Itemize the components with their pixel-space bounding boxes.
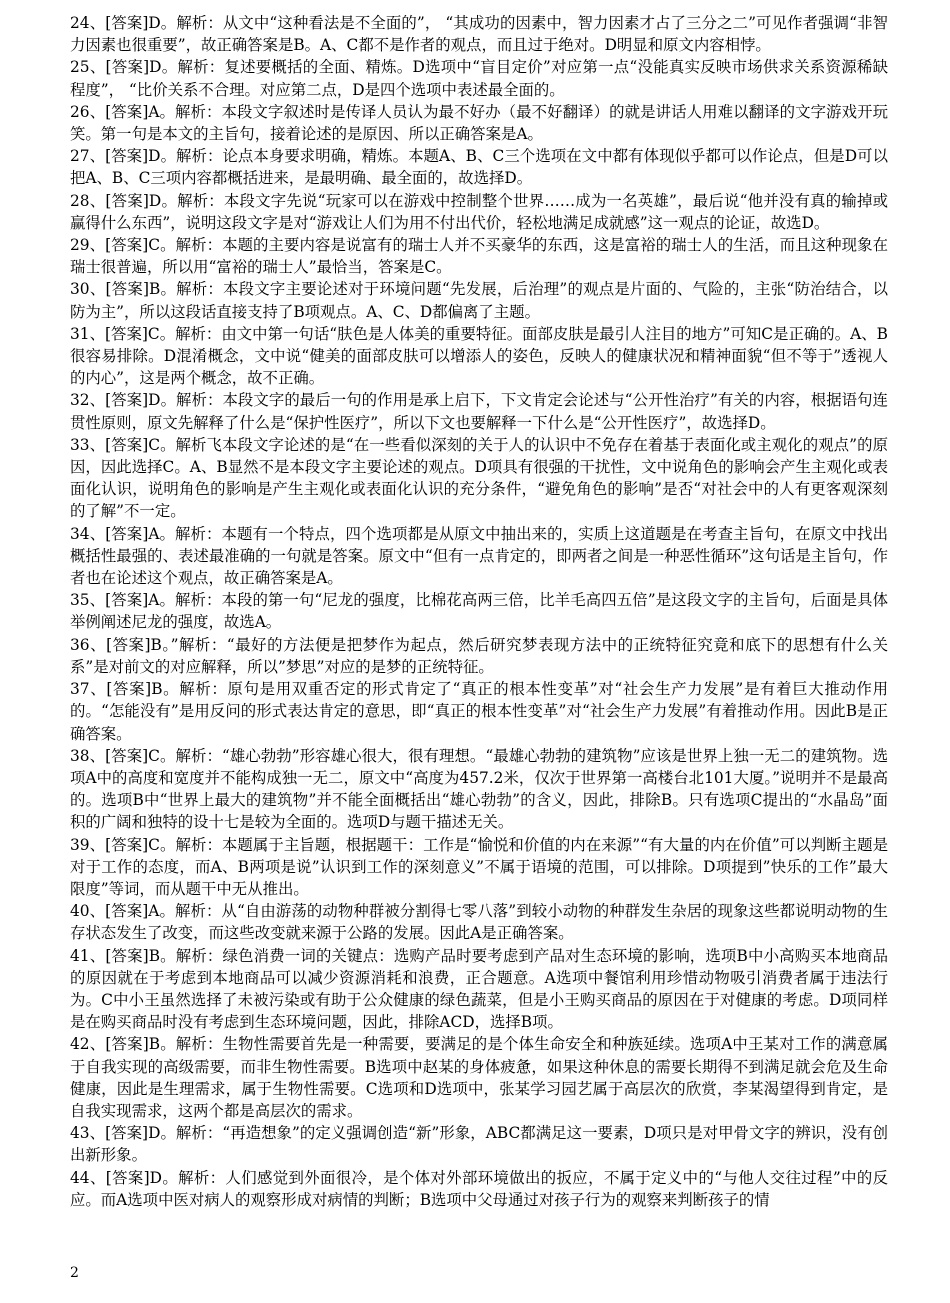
answer-entry-40: 40、[答案]A。解析：从“自由游荡的动物种群被分割得七零八落”到较小动物的种群发生杂居的现象这些都说明动物的生存状态发生了改变，而这些改变就来源于公路的发展。因此A是正确答案。 [70, 902, 888, 943]
answer-entry-44: 44、[答案]D。解析：人们感觉到外面很冷，是个体对外部环境做出的扳应，不属于定义中的“与他人交往过程”中的反应。而A选项中医对病人的观察形成对病情的判断；B选项中父母通过对孩子行为的观察来判断孩子的情 [70, 1168, 888, 1209]
document-page [70, 12, 888, 1211]
answer-entry-26: 26、[答案]A。解析：本段文字叙述时是传译人员认为最不好办（最不好翻译）的就是讲话人用难以翻译的文字游戏开玩笑。第一句是本文的主旨句，接着论述的是原因、所以正确答案是A。 [70, 102, 888, 144]
answer-entry-27: 27、[答案]D。解析：论点本身要求明确，精炼。本题A、B、C三个选项在文中都有体现似乎都可以作论点，但是D可以把A、B、C三项内容都概括进来，是最明确、最全面的，故选择D。 [70, 147, 888, 188]
answer-entry-39: 39、[答案]C。解析：本题属于主旨题，根据题干：工作是“愉悦和价值的内在来源”“有大量的内在价值”可以判断主题是对于工作的态度，而A、B两项是说”认识到工作的深刻意义”不属于语境的范围，可以排除。D项提到”快乐的工作”最大限度”等词，而从题干中无从推出。 [70, 835, 888, 898]
answer-entry-28: 28、[答案]D。解析：本段文字先说“玩家可以在游戏中控制整个世界……成为一名英雄”，最后说“他并没有真的输掉或赢得什么东西”，说明这段文字是对“游戏让人们为用不付出代价，轻松地满足成就感”这一观点的论证，故选D。 [70, 191, 888, 232]
answer-entry-29: 29、[答案]C。解析：本题的主要内容是说富有的瑞士人并不买豪华的东西，这是富裕的瑞士人的生活，而且这种现象在瑞士很普遍，所以用“富裕的瑞士人”最恰当，答案是C。 [70, 236, 888, 277]
answer-entry-33: 33、[答案]C。解析飞本段文字论述的是“在一些看似深刻的关于人的认识中不免存在着基于表面化或主观化的观点”的原因，因此选择C。A、B显然不是本段文字主要论述的观点。D项具有很强的干扰性，文中说角色的影响会产生主观化或表面化认识，说明角色的影响是产生主观化或表面化认识的充分条件，“避免角色的影响”是否“对社会中的人有更客观深刻的了解”不一定。 [70, 435, 888, 521]
answer-entry-38: 38、[答案]C。解析：“雄心勃勃”形容雄心很大，很有理想。“最雄心勃勃的建筑物”应该是世界上独一无二的建筑物。选项A中的高度和宽度并不能构成独一无二，原文中“高度为457.2米，仅次于世界第一高楼台北101大厦。”说明并不是最高的。选项B中“世界上最大的建筑物”并不能全面概括出“雄心勃勃”的含义，因此，排除B。只有选项C提出的“水晶岛”面积的广阔和独特的设十七是较为全面的。选项D与题干描述无关。 [70, 746, 888, 832]
answer-entry-32: 32、[答案]D。解析：本段文字的最后一句的作用是承上启下，下文肯定会论述与“公开性治疗”有关的内容，根据语句连贯性原则，原文先解释了什么是“保护性医疗”，所以下文也要解释一下什么是“公开性医疗”，故选择D。 [70, 391, 888, 432]
answer-entry-30: 30、[答案]B。解析：本段文字主要论述对于环境问题“先发展，后治理”的观点是片面的、气险的，主张“防治结合，以防为主”，所以这段话直接支持了B项观点。A、C、D都偏离了主题。 [70, 280, 888, 321]
answer-entry-25: 25、[答案]D。解析：复述要概括的全面、精炼。D选项中“盲目定价”对应第一点“没能真实反映市场供求关系资源稀缺程度”， “比价关系不合理。对应第二点，D是四个选项中表述最全面的。 [70, 58, 888, 99]
answer-entry-34: 34、[答案]A。解析：本题有一个特点，四个选项都是从原文中抽出来的，实质上这道题是在考查主旨句，在原文中找出概括性最强的、表述最准确的一句就是答案。原文中“但有一点肯定的，即两者之间是一种恶性循环”这句话是主旨句，作者也在论述这个观点，故正确答案是A。 [70, 524, 888, 588]
answer-entry-42: 42、[答案]B。解析：生物性需要首先是一种需要，要满足的是个体生命安全和种族延续。选项A中王某对工作的满意属于自我实现的高级需要，而非生物性需要。B选项中赵某的身体疲惫，如果这种休息的需要长期得不到满足就会危及生命健康，因此是生理需求，属于生物性需要。C选项和D选项中，张某学习园艺属于高层次的欣赏，李某渴望得到肯定，是自我实现需求，这两个都是高层次的需求。 [70, 1035, 888, 1120]
answer-entry-35: 35、[答案]A。解析：本段的第一句“尼龙的强度，比棉花高两三倍，比羊毛高四五倍”是这段文字的主旨句，后面是具体举例阐述尼龙的强度，故选A。 [70, 591, 888, 632]
answer-entry-43: 43、[答案]D。解析：“再造想象”的定义强调创造“新”形象，ABC都满足这一要素，D项只是对甲骨文字的辨识，没有创出新形象。 [70, 1124, 888, 1165]
answer-entry-36: 36、[答案]B。”解析：“最好的方法便是把梦作为起点，然后研究梦表现方法中的正统特征究竟和底下的思想有什么关系”是对前文的对应解释，所以”梦思”对应的是梦的正统特征。 [70, 635, 888, 676]
answer-entry-37: 37、[答案]B。解析：原句是用双重否定的形式肯定了“真正的根本性变革”对“社会生产力发展”是有着巨大推动作用的。“怎能没有”是用反问的形式表达肯定的意思，即“真正的根本性变革”对“社会生产力发展”有着推动作用。因此B是正确答案。 [70, 680, 888, 743]
answer-entry-31: 31、[答案]C。解析：由文中第一句话“肤色是人体美的重要特征。面部皮肤是最引人注目的地方”可知C是正确的。A、B很容易排除。D混淆概念，文中说“健美的面部皮肤可以增添人的姿色，反映人的健康状况和精神面貌“但不等于”透视人的内心”，这是两个概念，故不正确。 [70, 324, 888, 388]
page-number: 2 [70, 1265, 79, 1281]
answer-entry-41: 41、[答案]B。解析：绿色消费一词的关键点：选购产品时要考虑到产品对生态环境的影响，选项B中小高购买本地商品的原因就在于考虑到本地商品可以减少资源消耗和浪费，正合题意。A选项中餐馆利用珍惜动物吸引消费者属于违法行为。C中小王虽然选择了未被污染或有助于公众健康的绿色蔬菜，但是小王购买商品的原因在于对健康的考虑。D项同样是在购买商品时没有考虑到生态环境问题，因此，排除ACD，选择B项。 [70, 946, 888, 1032]
answer-entry-24: 24、[答案]D。解析：从文中“这种看法是不全面的”， “其成功的因素中，智力因素才占了三分之二”可见作者强调“非智力因素也很重要”，故正确答案是B。A、C都不是作者的观点，而且过于绝对。D明显和原文内容相悖。 [70, 14, 888, 55]
